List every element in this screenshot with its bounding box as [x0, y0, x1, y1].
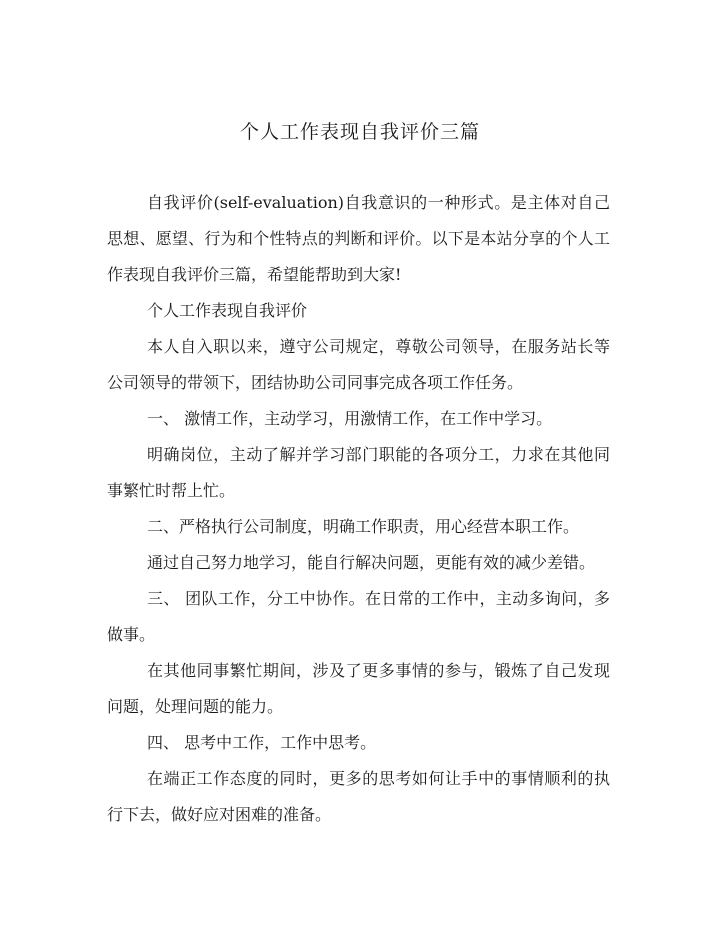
- point-heading-3: 三、 团队工作，分工中协作。在日常的工作中，主动多询问，多做事。: [107, 589, 610, 644]
- body-paragraph: 在其他同事繁忙期间，涉及了更多事情的参与，锻炼了自己发现问题，处理问题的能力。: [107, 661, 610, 716]
- point-heading-2: 二、严格执行公司制度，明确工作职责，用心经营本职工作。: [147, 517, 580, 536]
- intro-paragraph: 自我评价(self-evaluation)自我意识的一种形式。是主体对自己思想、愿望、行为和个性特点的判断和评价。以下是本站分享的个人工作表现自我评价三篇，希望能帮助到大家!: [107, 193, 610, 284]
- section-heading: 个人工作表现自我评价: [147, 301, 308, 320]
- body-paragraph: 通过自己努力地学习，能自行解决问题，更能有效的减少差错。: [147, 553, 596, 572]
- point-heading-4: 四、 思考中工作，工作中思考。: [147, 733, 377, 752]
- body-paragraph: 本人自入职以来，遵守公司规定，尊敬公司领导，在服务站长等公司领导的带领下，团结协助公司同事完成各项工作任务。: [107, 337, 610, 392]
- body-paragraph: 明确岗位，主动了解并学习部门职能的各项分工，力求在其他同事繁忙时帮上忙。: [107, 445, 610, 500]
- point-heading-1: 一、 激情工作，主动学习，用激情工作，在工作中学习。: [147, 409, 553, 428]
- page-title: 个人工作表现自我评价三篇: [239, 121, 480, 143]
- body-paragraph: 在端正工作态度的同时，更多的思考如何让手中的事情顺利的执行下去，做好应对困难的准备。: [107, 769, 610, 824]
- document-body: [107, 185, 610, 833]
